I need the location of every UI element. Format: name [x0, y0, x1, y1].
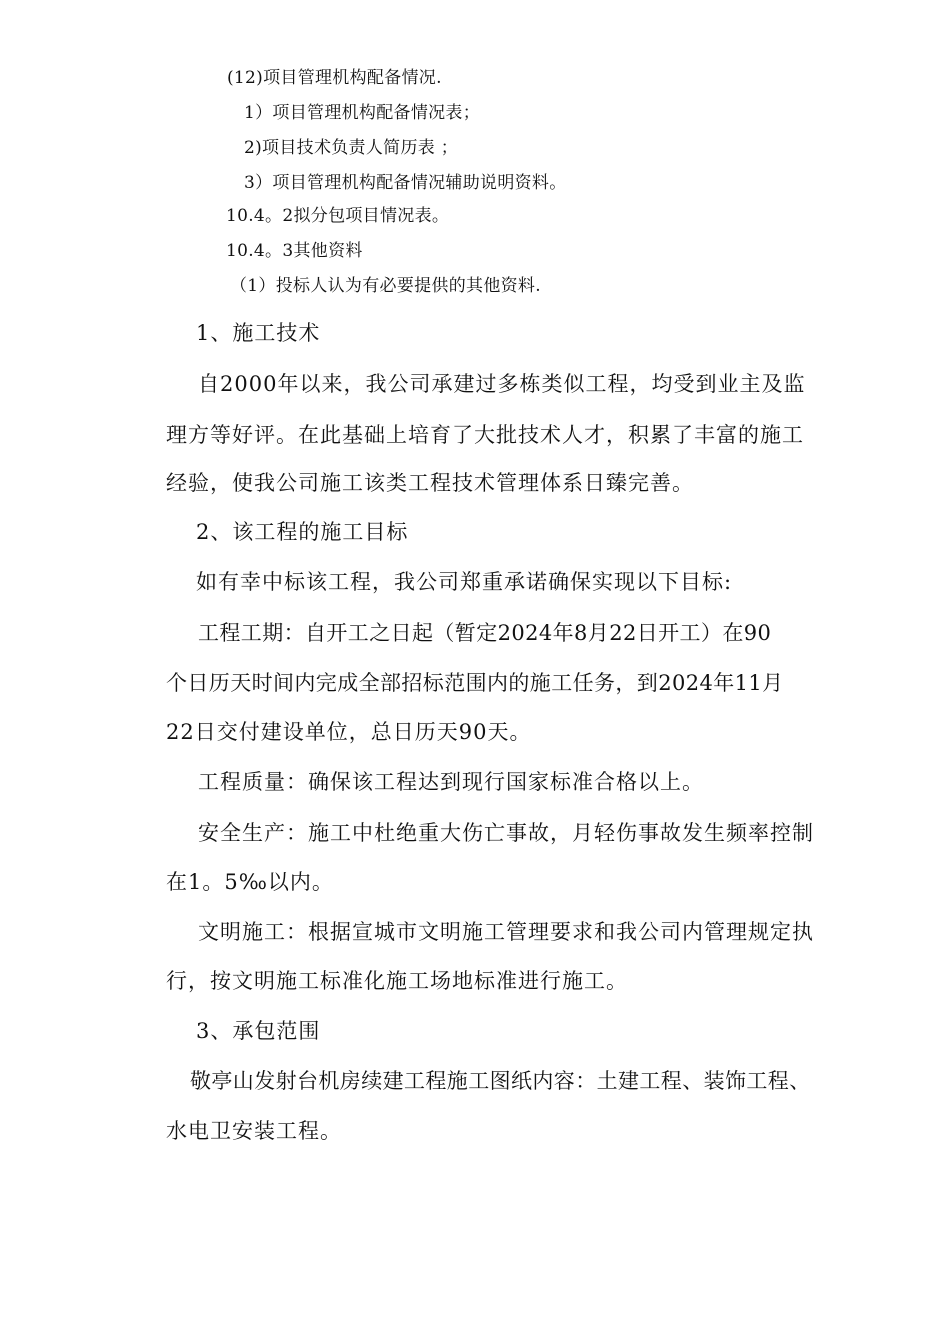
safety-line: 在1。5‰以内。: [166, 870, 334, 894]
schedule-line: 个日历天时间内完成全部招标范围内的施工任务，到2024年11月: [166, 671, 784, 695]
section-heading-scope: 3、承包范围: [196, 1019, 321, 1043]
paragraph-line: 经验，使我公司施工该类工程技术管理体系日臻完善。: [166, 471, 694, 495]
list-item-12-sub1: 1）项目管理机构配备情况表；: [244, 103, 481, 123]
scope-line: 水电卫安装工程。: [166, 1119, 342, 1143]
safety-line: 安全生产：施工中杜绝重大伤亡事故，月轻伤事故发生频率控制: [198, 821, 814, 845]
section-heading-goals: 2、该工程的施工目标: [196, 520, 409, 544]
list-item-12-sub2: 2)项目技术负责人简历表 ；: [244, 138, 459, 158]
section-heading-technology: 1、施工技术: [196, 321, 321, 345]
civilized-line: 行，按文明施工标准化施工场地标准进行施工。: [166, 969, 628, 993]
schedule-line: 工程工期：自开工之日起（暂定2024年8月22日开工）在90: [198, 621, 772, 645]
list-item-10-4-2: 10.4。2拟分包项目情况表。: [226, 206, 450, 226]
list-item-10-4-3: 10.4。3其他资料: [226, 241, 363, 261]
schedule-line: 22日交付建设单位，总日历天90天。: [166, 720, 532, 744]
scope-line: 敬亭山发射台机房续建工程施工图纸内容：土建工程、装饰工程、: [190, 1069, 811, 1093]
list-item-12-sub3: 3）项目管理机构配备情况辅助说明资料。: [244, 173, 567, 193]
quality-goal: 工程质量：确保该工程达到现行国家标准合格以上。: [198, 770, 704, 794]
list-item-12-title: (12)项目管理机构配备情况.: [227, 68, 442, 88]
civilized-line: 文明施工：根据宣城市文明施工管理要求和我公司内管理规定执: [198, 920, 814, 944]
list-item-10-4-3-sub1: （1）投标人认为有必要提供的其他资料.: [230, 276, 541, 296]
paragraph-line: 自2000年以来，我公司承建过多栋类似工程，均受到业主及监: [198, 372, 806, 396]
goals-intro: 如有幸中标该工程，我公司郑重承诺确保实现以下目标:: [196, 570, 733, 594]
paragraph-line: 理方等好评。在此基础上培育了大批技术人才，积累了丰富的施工: [166, 423, 804, 447]
